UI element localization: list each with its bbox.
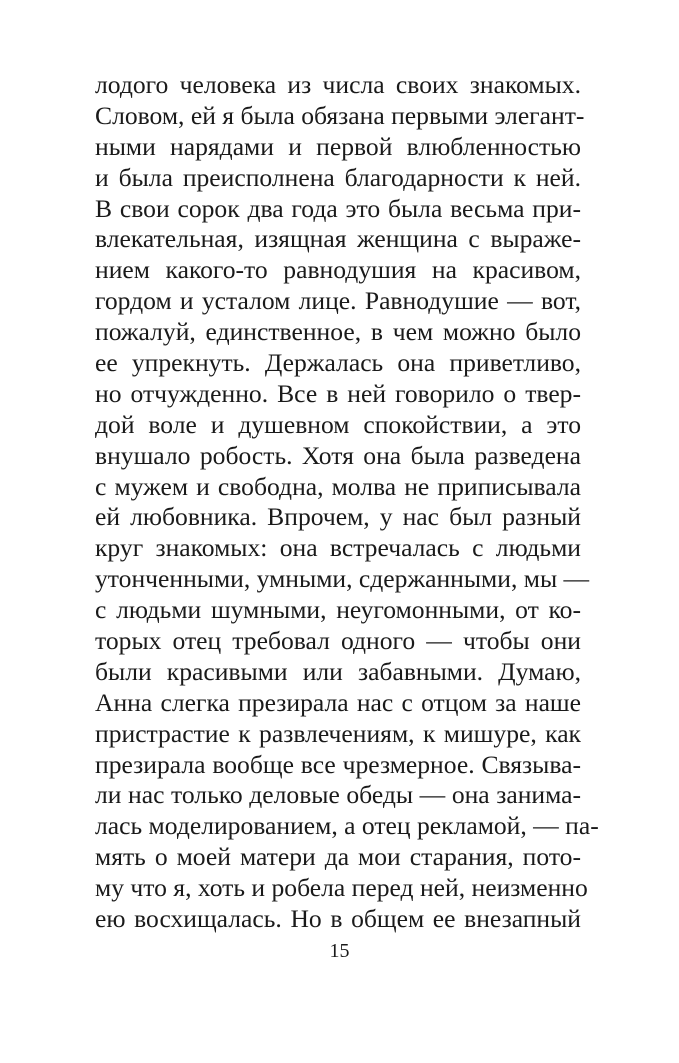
text-line: ли нас только деловые обеды — она занима- — [95, 780, 581, 810]
text-line: ее упрекнуть. Держалась она приветливо, — [95, 348, 581, 378]
text-line: но отчужденно. Все в ней говорило о твер- — [95, 378, 581, 408]
text-line: пристрастие к развлечениям, к мишуре, как — [95, 718, 581, 748]
text-line: лодого человека из числа своих знакомых. — [95, 70, 581, 99]
text-line: торых отец требовал одного — чтобы они — [95, 626, 581, 656]
text-line: ей любовника. Впрочем, у нас был разный — [95, 502, 581, 532]
text-line: дой воле и душевном спокойствии, а это — [95, 409, 581, 439]
text-line: Анна слегка презирала нас с отцом за наше — [95, 687, 581, 717]
text-line: с людьми шумными, неугомонными, от ко- — [95, 595, 581, 625]
text-line: с мужем и свободна, молва не приписывала — [95, 471, 581, 501]
text-line: ными нарядами и первой влюбленностью — [95, 131, 581, 161]
text-line: презирала вообще все чрезмерное. Связыва- — [95, 749, 581, 779]
text-line: мять о моей матери да мои старания, пото- — [95, 842, 581, 872]
text-line: и была преисполнена благодарности к ней. — [95, 162, 581, 192]
page-number: 15 — [329, 940, 350, 962]
body-text — [95, 70, 599, 935]
text-line: лась моделированием, а отец рекламой, — па- — [95, 811, 599, 841]
text-line: Словом, ей я была обязана первыми элегант- — [95, 100, 585, 130]
text-line: были красивыми или забавными. Думаю, — [95, 656, 581, 686]
text-line: внушало робость. Хотя она была разведена — [95, 440, 581, 470]
text-line: ею восхищалась. Но в общем ее внезапный — [95, 904, 581, 934]
text-line: нием какого-то равнодушия на красивом, — [95, 255, 581, 285]
text-line: гордом и усталом лице. Равнодушие — вот, — [95, 286, 581, 316]
text-line: В свои сорок два года это была весьма при- — [95, 193, 581, 223]
text-line: пожалуй, единственное, в чем можно было — [95, 317, 581, 347]
text-line: му что я, хоть и робела перед ней, неизменно — [95, 873, 588, 903]
text-line: влекательная, изящная женщина с выраже- — [95, 224, 581, 254]
text-line: утонченными, умными, сдержанными, мы — — [95, 564, 590, 594]
text-line: круг знакомых: она встречалась с людьми — [95, 533, 581, 563]
